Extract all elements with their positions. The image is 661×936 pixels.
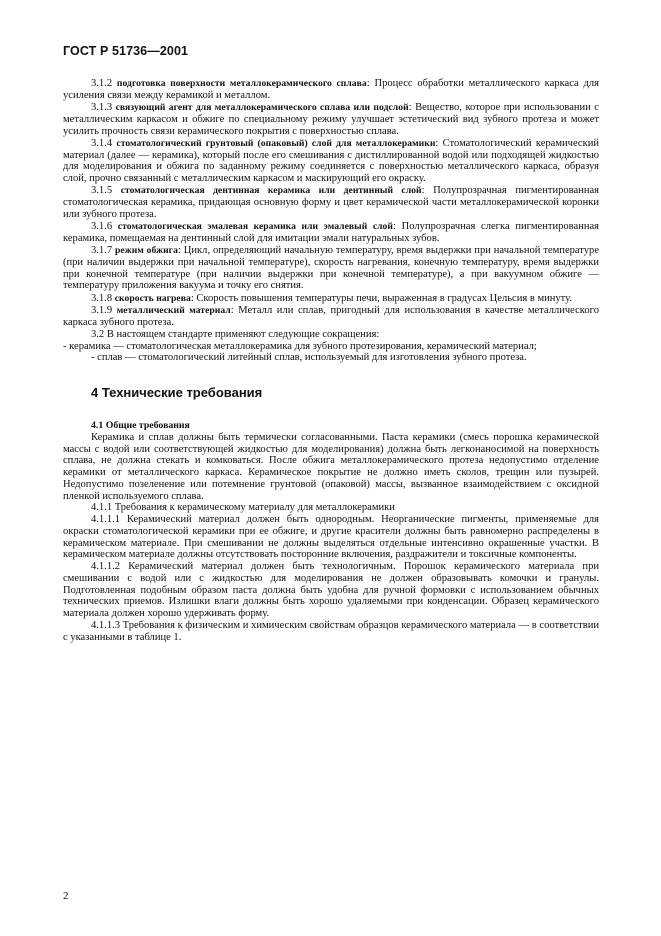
page-body — [63, 78, 599, 643]
abbreviation-item: - сплав — стоматологический литейный сплав, используемый для изготовления зубного протеза. — [91, 352, 527, 364]
definition-3-1-8 — [63, 293, 599, 305]
definition-3-1-2 — [63, 78, 599, 102]
paragraph: 4.1.1.2 Керамический материал должен быть технологичным. Порошок керамического материала при смешивании с водой или с жидкостью для моделирования не должен образовывать комочки и гранулы. Подготовленная подобным образом паста должна быть удобна для ручной формовки с использованием обычных технических приемов. Излишки влаги должны быть хорошо удаляемыми при конденсации. Образец керамического материала должен хорошо удерживать форму. — [63, 561, 599, 619]
paragraph: 4.1.1.3 Требования к физическим и химическим свойствам образцов керамического материала — в соответствии с указанными в таблице 1. — [63, 619, 599, 643]
definition-3-1-3 — [63, 102, 599, 137]
definition-text: : Полупрозрачная слегка пигментированная керамика, помещаемая на дентинный слой для имитации эмали натуральных зубов. — [63, 221, 600, 244]
definition-3-1-4 — [63, 138, 599, 185]
clause-number: 3.1.3 — [91, 102, 113, 113]
term: подготовка поверхности металлокерамического сплава — [116, 78, 367, 89]
definition-3-1-6 — [63, 221, 599, 245]
definition-text: : Полупрозрачная пигментированная стоматологическая керамика, придающая основную форму и цвет керамической части металлокерамической коронки или зубного протеза. — [63, 185, 599, 220]
term: стоматологическая дентинная керамика или дентинный слой — [120, 185, 422, 197]
term: скорость нагрева — [114, 292, 191, 304]
definition-3-1-5 — [63, 185, 599, 220]
clause-number: 3.1.2 — [91, 78, 113, 89]
clause-number: 3.1.7 — [91, 245, 113, 256]
term: металлический материал — [116, 304, 231, 316]
definition-text: : Цикл, определяющий начальную температуру, время выдержки при начальной температуре (при наличии выдержки при начальной температуре), скорость нагревания, конечную температуру, время выдержки при конечной температуре (при наличии выдержки при конечной температуре), а при вакуумном обжиге — температуру приложения вакуума и точку его снятия. — [63, 245, 600, 292]
clause-number: 3.1.5 — [91, 185, 113, 197]
document-header: ГОСТ Р 51736—2001 — [63, 44, 189, 58]
definition-text: : Скорость повышения температуры печи, выраженная в градусах Цельсия в минуту. — [190, 292, 573, 304]
clause-number: 3.1.9 — [91, 304, 113, 316]
clause-number: 3.1.4 — [91, 137, 113, 149]
term: стоматологическая эмалевая керамика или эмалевый слой — [117, 221, 393, 232]
term: режим обжига — [115, 245, 178, 256]
term: стоматологический грунтовый (опаковый) слой для металлокерамики — [116, 137, 436, 149]
paragraph: 4.1.1.1 Керамический материал должен быть однородным. Неорганические пигменты, применяемые для окраски стоматологической керамики при ее обжиге, и другие красители должны быть равномерно распределены в керамическом материале. При смешивании не должны выделяться отдельные интенсивно окрашенные участки. В керамическом материале должны отсутствовать посторонние включения, раздражители и токсичные компоненты. — [63, 514, 599, 561]
definition-text: : Стоматологический керамический материал (далее — керамика), который после его смешивания с дистиллированной водой или подходящей жидкостью для моделирования и обжига по заданному режиму соединяется с поверхностью металлического каркаса, образуя слой, прочно связанный с металлическим каркасом и маскирующий его окраску. — [63, 137, 599, 184]
paragraph: Керамика и сплав должны быть термически согласованными. Паста керамики (смесь порошка керамической массы с водой или соответствующей жидкостью для моделирования) должна быть легконаносимой на поверхность сплава, не должна стекать и комковаться. После обжига металлокерамического протеза недопустимо отделение керамики от металлического каркаса. Керамическое покрытие не должно иметь сколов, трещин или пузырей. Недопустимо позеленение или потемнение грунтовой (опаковой) массы, вызванное взаимодействием с оксидной пленкой используемого сплава. — [63, 431, 599, 502]
definition-3-1-7 — [63, 245, 599, 292]
definition-text: : Металл или сплав, пригодный для использования в качестве металлического каркаса зубного протеза. — [63, 304, 599, 328]
definition-text: : Вещество, которое при использовании с металлическим каркасом и обжиге по специальному режиму улучшает эстетический вид зубного протеза и может усилить прочность связи керамического покрытия с поверхностью сплава. — [63, 102, 599, 137]
paragraph: 4.1.1 Требования к керамическому материалу для металлокерамики — [91, 502, 395, 514]
clause-number: 3.1.6 — [91, 221, 113, 232]
term: связующий агент для металлокерамического сплава или подслой — [115, 102, 409, 113]
clause-number: 3.1.8 — [91, 292, 113, 304]
subsection-title: 4.1 Общие требования — [91, 420, 190, 431]
page-number: 2 — [63, 890, 69, 902]
definition-3-1-9 — [63, 305, 599, 329]
section-title: 4 Технические требования — [91, 385, 263, 400]
definition-text: : Процесс обработки металлического каркаса для усиления связи между керамикой и металлом. — [63, 78, 599, 101]
abbreviations-intro: 3.2 В настоящем стандарте применяют следующие сокращения: — [91, 328, 380, 340]
abbreviation-item: - керамика — стоматологическая металлокерамика для зубного протезирования, керамический материал; — [63, 340, 537, 352]
